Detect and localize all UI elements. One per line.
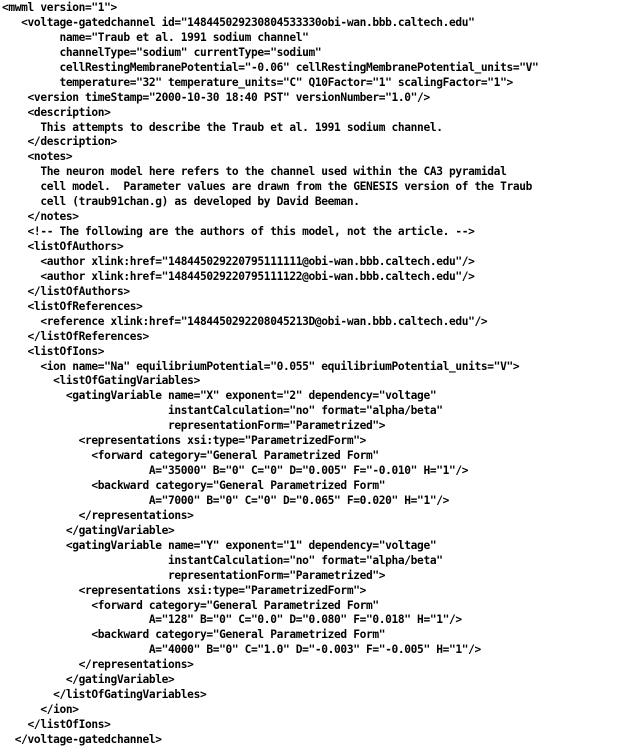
code-line: <reference xlink:href="1484450292208045213D@obi-wan.bbb.caltech.edu"/> [2,314,488,328]
code-line: <forward category="General Parametrized Form" [2,598,379,612]
code-line: A="7000" B="0" C="0" D="0.065" F=0.020" H="1"/> [2,493,449,507]
code-line: channelType="sodium" currentType="sodium" [2,45,322,59]
code-line: <version timeStamp="2000-10-30 18:40 PST" versionNumber="1.0"/> [2,90,430,104]
code-line: <notes> [2,150,73,164]
code-line: <listOfIons> [2,344,105,358]
code-line: representationForm="Parametrized"> [2,419,386,433]
code-line: instantCalculation="no" format="alpha/beta" [2,404,443,418]
code-line: A="35000" B="0" C="0" D="0.005" F="-0.010" H="1"/> [2,464,469,478]
code-line: cell model. Parameter values are drawn from the GENESIS version of the Traub [2,180,532,194]
code-line: </notes> [2,210,79,224]
code-line: instantCalculation="no" format="alpha/beta" [2,553,443,567]
code-line: <gatingVariable name="X" exponent="2" dependency="voltage" [2,389,437,403]
code-line: </listOfReferences> [2,329,149,343]
code-line: <author xlink:href="148445029220795111122@obi-wan.bbb.caltech.edu"/> [2,269,475,283]
code-line: <voltage-gatedchannel id="148445029230804533330obi-wan.bbb.caltech.edu" [2,15,475,29]
code-line: <listOfReferences> [2,299,143,313]
code-line: <representations xsi:type="ParametrizedForm"> [2,434,366,448]
code-line: </gatingVariable> [2,523,175,537]
code-line: </representations> [2,658,194,672]
code-line: cell (traub91chan.g) as developed by David Beeman. [2,195,360,209]
code-line: <listOfGatingVariables> [2,374,200,388]
code-line: </representations> [2,508,194,522]
code-line: <backward category="General Parametrized Form" [2,479,386,492]
code-line: A="4000" B="0" C="1.0" D="-0.003" F="-0.005" H="1"/> [2,643,481,657]
code-line: <listOfAuthors> [2,240,124,253]
code-line: </listOfGatingVariables> [2,688,207,702]
code-line: name="Traub et al. 1991 sodium channel" [2,30,309,44]
code-line: <description> [2,105,111,119]
code-line: <backward category="General Parametrized Form" [2,628,386,642]
code-line: <forward category="General Parametrized Form" [2,449,379,463]
code-line: <!-- The following are the authors of this model, not the article. --> [2,225,475,239]
code-line: </ion> [2,703,79,717]
code-line: <mwml version="1"> [2,1,117,14]
code-line: A="128" B="0" C="0.0" D="0.080" F="0.018" H="1"/> [2,613,462,627]
code-line: <author xlink:href="148445029220795111111@obi-wan.bbb.caltech.edu"/> [2,254,475,268]
code-line: The neuron model here refers to the channel used within the CA3 pyramidal [2,165,507,179]
code-line: </description> [2,135,117,149]
code-line: <representations xsi:type="ParametrizedForm"> [2,583,366,597]
code-line: cellRestingMembranePotential="-0.06" cellRestingMembranePotential_units="V" [2,60,539,74]
code-line: representationForm="Parametrized"> [2,568,386,582]
code-line: </voltage-gatedchannel> [2,732,162,746]
code-line: temperature="32" temperature_units="C" Q10Factor="1" scalingFactor="1"> [2,75,513,89]
code-line: </gatingVariable> [2,673,175,687]
code-line: <gatingVariable name="Y" exponent="1" dependency="voltage" [2,538,437,552]
code-line: </listOfAuthors> [2,284,130,298]
code-line: </listOfIons> [2,718,111,731]
code-line: This attempts to describe the Traub et al. 1991 sodium channel. [2,120,443,134]
code-line: <ion name="Na" equilibriumPotential="0.055" equilibriumPotential_units="V"> [2,359,520,373]
